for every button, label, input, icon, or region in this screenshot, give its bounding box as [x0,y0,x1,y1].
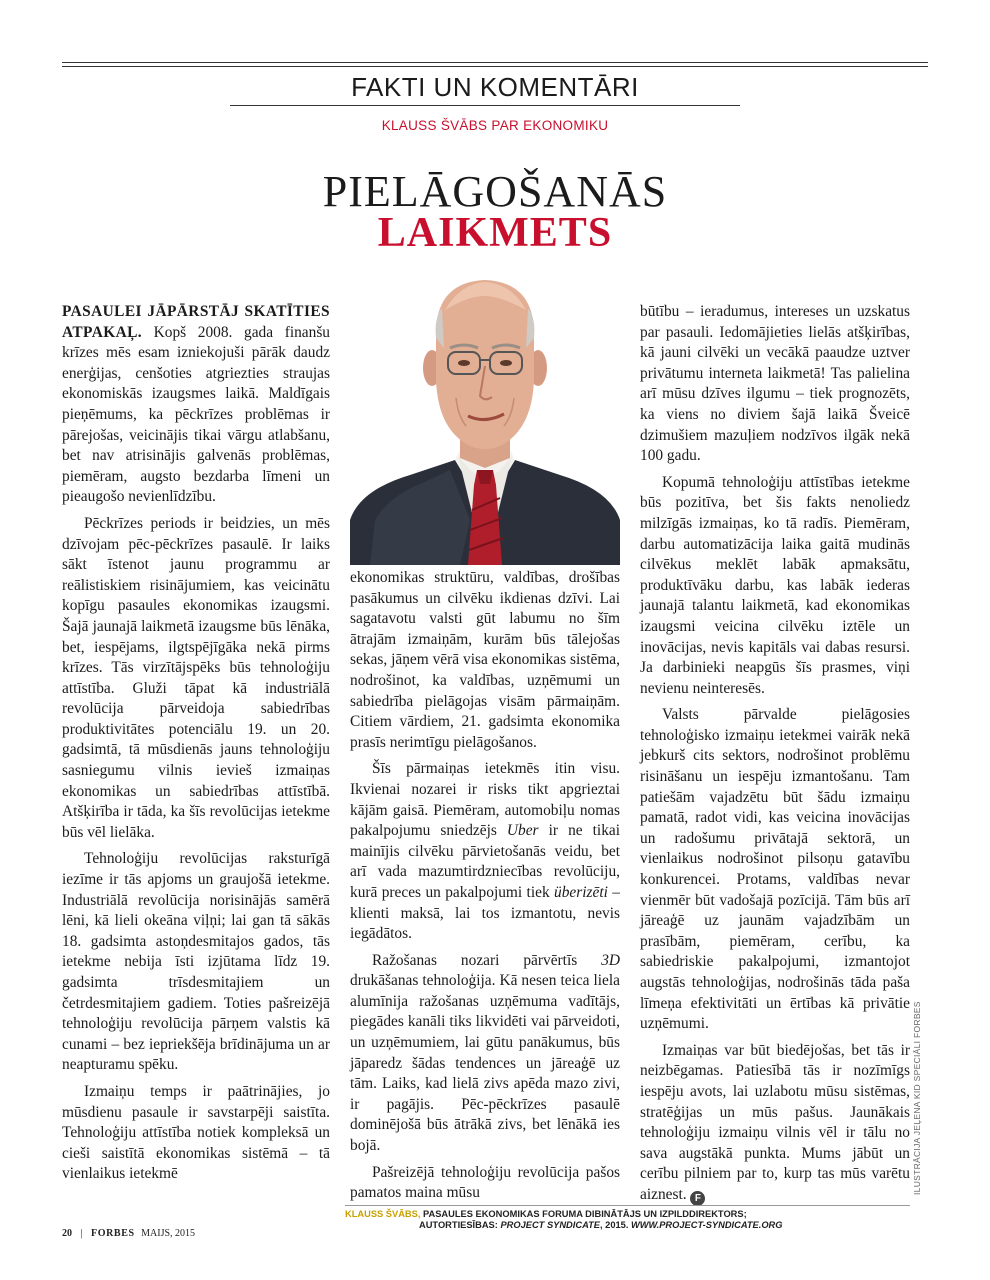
article-paragraph-5-text-a: Šīs pārmaiņas ietekmēs itin visu. Ikvienai nozarei ir risks tikt apgrieztai kājām gaisā. Piemēram, automobiļu nomas pakalpojumu sniedzējs [350,760,620,840]
illustration-credit: ILUSTRĀCIJA JEĻENA KID SPECIĀLI FORBES [912,1001,922,1195]
section-title: FAKTI UN KOMENTĀRI [351,72,639,102]
rights-year: , 2015. [599,1220,631,1230]
article-paragraph-5-text-b: ir ne tikai mainījis cilvēku pārvietošanās veidu, bet arī vada mazumtirdzniecības revolūciju, kurā preces un pakalpojumi tiek [350,822,621,901]
author-note-line-2 [345,1220,783,1231]
portrait-illustration [350,270,620,565]
page-folio [62,1228,195,1239]
article-paragraph-4: Izmaiņu temps ir paātrinājies, jo mūsdienu pasaule ir savstarpēji saistīta. Tehnoloģiju attīstība notiek kompleksā un cieši saistītā ekonomikas sistēmā – tā vienlaikus ietekmē [62,1082,330,1183]
article-paragraph-6-text-b: drukāšanas tehnoloģija. Kā nesen teica liela alumīnija ražošanas uzņēmuma vadītājs, piegādes kanāli tiks likvidēti vai pārveidoti, un uzņēmumiem, lai gūtu panākumus, būs jāparedz šādas tendences un jāreaģē uz tām. Laiks, kad lielā zivs apēda mazo zivi, ir pagājis. Pēc-pēckrīzes pasaulē dominējošā būs ātrākā zivs, bet lēnākā ies bojā. [350,972,620,1155]
magazine-name: FORBES [91,1228,135,1239]
headline-line-2: LAIKMETS [377,210,613,256]
article-paragraph-2: Pēckrīzes periods ir beidzies, un mēs dzīvojam pēc-pēckrīzes pasaulē. Ir laiks sākt īstenot jaunu programmu ar reālistiskiem risinājumiem, kas veicinātu kopīgu pasaules ekonomikas izaugsmi. Šajā jaunajā laikmetā izaugsme būs lēnāka, bet, iespējams, ilgtspējīgāka nekā pirms krīzes. Tās virzītājspēks būs tehnoloģiju attīstība. Gluži tāpat kā industriālā revolūcija pārveidoja sabiedrības produktivitātes potenciālu 19. un 20. gadsimtā, tā mūsdienās jauns tehnoloģiju sasniegumu vilnis ievieš izmaiņas ekonomikas un sabiedrības attīstībā. Atšķirība ir tāda, ka šīs revolūcijas ietekme būs vēl lielāka. [62,514,330,841]
subsection-title: KLAUSS ŠVĀBS PAR EKONOMIKU [381,118,609,133]
article-paragraph-4-continued: ekonomikas struktūru, valdības, drošības pasākumus un cilvēku ikdienas dzīvi. Lai sagatavotu valsti gūt labumu no šīm ātrajām izmaiņām, kurām būs tālejošas sekas, jāņem vērā visa ekonomikas sistēma, nodrošinot, ka valdības, uzņēmumi un sabiedrība pielāgojas visām pārmaiņām. Citiem vārdiem, 21. gadsimta ekonomika prasīs nerimtīgu pielāgošanos. [350,569,620,751]
rights-source: PROJECT SYNDICATE [500,1220,600,1230]
issue-date: MAIJS, 2015 [141,1228,196,1239]
forbes-end-mark-icon: F [690,1191,705,1206]
top-rule-1 [62,62,928,63]
article-paragraph-8: Kopumā tehnoloģiju attīstības ietekme būs pozitīva, bet šis fakts nenoliedz milzīgās izmaiņas, ko tā radīs. Piemēram, darbu automatizācija laika gaitā mudinās cilvēkus meklēt labāk apmaksātu, produktīvāku darbu, kas labāk iederas jaunajā talantu laikmetā, kad ekonomikas izaugsmi veicina cilvēku iztēle un inovācijas, nevis kapitāls vai dabas resursi. Ja darbinieki neapgūs šīs prasmes, viņi nevienu neinteresēs. [640,473,910,697]
article-paragraph-10-text: Izmaiņas var būt biedējošas, bet tās ir neizbēgamas. Patiesībā tās ir nozīmīgs iespēju avots, lai uzlabotu mūsu sistēmas, stratēģijas un mūs pašus. Jaunākais tehnoloģiju izmaiņu vilnis vēl ir tālu no sava augstākā punkta. Mums jābūt un cerību pilniem par to, kurp tas mūs varētu aiznest. [640,1041,910,1203]
headline-line-1: PIELĀGOŠANĀS [322,167,668,216]
rights-label: AUTORTIESĪBAS: [419,1220,501,1230]
article-paragraph-3: Tehnoloģiju revolūcijas raksturīgā iezīme ir tās apjoms un graujošā ietekme. Industriālā revolūcija norisinājās samērā lēni, kā lieli okeāna viļņi; lai gan tā sākās 18. gadsimta astoņdesmitajos gados, tās ietekme nebija īsti izjūtama līdz 19. gadsimta trīsdesmitajiem un četrdesmitajiem gadiem. Toties pašreizējā tehnoloģiju revolūcija pārņem valstis kā cunami – bez iepriekšēja brīdinājuma un ar neapturamu spēku. [62,850,330,1074]
section-rule [230,105,740,106]
article-paragraph-6-text-a: Ražošanas nozari pārvērtīs [372,951,602,969]
article-paragraph-6 [350,951,620,1157]
author-name: KLAUSS ŠVĀBS, [345,1209,421,1219]
article-column-2 [350,568,620,1204]
article-column-3 [640,302,910,1206]
author-role: PASAULES EKONOMIKAS FORUMA DIBINĀTĀJS UN IZPILDDIREKTORS; [420,1209,747,1219]
folio-separator: | [80,1228,83,1239]
article-lead-in: PASAULEI JĀPĀRSTĀJ SKATĪTIES ATPAKAĻ. [62,303,330,341]
article-column-1 [62,302,330,1185]
top-rule-2 [62,66,928,67]
rights-url: WWW.PROJECT-SYNDICATE.ORG [631,1220,783,1230]
author-note-line-1 [345,1209,783,1220]
emphasis-uber: Uber [506,822,539,840]
article-paragraph-10 [640,1041,910,1206]
article-paragraph-5 [350,759,620,944]
article-paragraph-1-text: Kopš 2008. gada finanšu krīzes mēs esam izniekojuši pārāk daudz enerģijas, cenšoties atgriezties straujas ekonomiskās izaugsmes laikā. Maldīgais pieņēmums, ka pēckrīzes problēmas ir pārejošas, veicinājis tikai vārgu atlabšanu, bet nav atrisinājis galvenās problēmas, piemēram, augsto bezdarba līmeni un pieaugošo nevienlīdzību. [62,323,330,506]
article-paragraph-7-continued: būtību – ieradumus, intereses un uzskatus par pasauli. Iedomājieties lielās atšķirības, kā jauni cilvēki un vecākā paaudze uztver privātumu interneta laikmetā! Tas palielina arī mūsu dzīves ilgumu – tiek prognozēts, ka viens no diviem šajā laikā Šveicē dzimušiem mazuļiem nodzīvos ilgāk nekā 100 gadu. [640,303,910,465]
emphasis-3d: 3D [601,951,620,969]
article-paragraph-9: Valsts pārvalde pielāgosies tehnoloģisko izmaiņu ietekmei vairāk nekā jebkurš cits sektors, nodrošinot problēmu risināšanu un iespēju izmantošanu. Tam patiešām vajadzētu būt šādu izmaiņu pamatā, radot vidi, kas veicina inovācijas un radošumu privātajā sektorā, un vienlaikus nodrošinot pilsoņu gatavību konkurencei. Protams, valdības nevar vienmēr būt vadošajā pozīcijā. Tām būs arī jāreaģē uz jaunām vajadzībām un prasībām, piemēram, cerību, ka sabiedriskie pakalpojumi, izmantojot augstās tehnoloģijas, nodrošinās tāda paša līmeņa efektivitāti un ērtības kā privātie uzņēmumi. [640,706,910,1033]
author-note [345,1209,783,1231]
emphasis-uberized: überizēti [554,883,608,901]
article-paragraph-1 [62,302,330,508]
page-number: 20 [62,1228,72,1239]
article-paragraph-5-text-c: – klienti maksā, lai tos izmantotu, nevis iegādātos. [350,883,620,943]
author-note-rule [345,1205,910,1206]
article-paragraph-7: Pašreizējā tehnoloģiju revolūcija pašos pamatos maina mūsu [350,1163,620,1202]
